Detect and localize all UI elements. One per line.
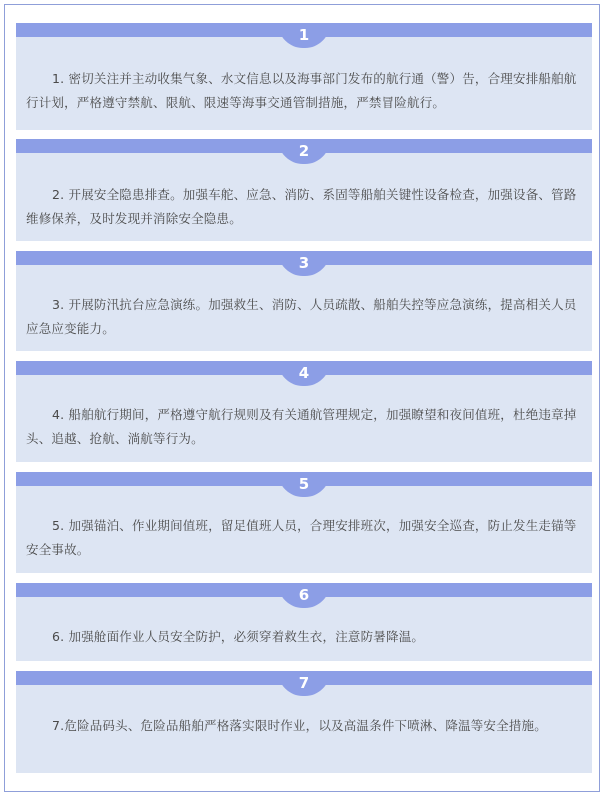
card-text: 4. 船舶航行期间，严格遵守航行规则及有关通航管理规定，加强瞭望和夜间值班，杜绝违章掉头、追越、抢航、淌航等行为。 xyxy=(26,407,577,446)
card-text: 1. 密切关注并主动收集气象、水文信息以及海事部门发布的航行通（警）告，合理安排船舶航行计划，严格遵守禁航、限航、限速等海事交通管制措施，严禁冒险航行。 xyxy=(26,71,577,110)
notice-card-6 xyxy=(16,583,592,661)
card-text: 6. 加强舱面作业人员安全防护，必须穿着救生衣，注意防暑降温。 xyxy=(52,629,425,644)
card-text-wrap xyxy=(26,403,582,451)
notice-card-7 xyxy=(16,671,592,773)
card-text-wrap xyxy=(26,514,582,562)
card-number-badge: 6 xyxy=(278,583,330,608)
notice-card-5 xyxy=(16,472,592,573)
card-number-badge: 5 xyxy=(278,472,330,497)
card-number-badge: 7 xyxy=(278,671,330,696)
notice-card-4 xyxy=(16,361,592,462)
card-text: 5. 加强锚泊、作业期间值班，留足值班人员，合理安排班次，加强安全巡查，防止发生走锚等安全事故。 xyxy=(26,518,577,557)
card-number-badge: 3 xyxy=(278,251,330,276)
card-text-wrap xyxy=(26,293,582,341)
card-text-wrap xyxy=(26,67,582,115)
card-text: 2. 开展安全隐患排查。加强车舵、应急、消防、系固等船舶关键性设备检查，加强设备、管路维修保养，及时发现并消除安全隐患。 xyxy=(26,187,577,226)
notice-card-3 xyxy=(16,251,592,351)
card-text: 7.危险品码头、危险品船舶严格落实限时作业，以及高温条件下喷淋、降温等安全措施。 xyxy=(52,718,547,733)
card-text-wrap xyxy=(26,183,582,231)
card-number-badge: 4 xyxy=(278,361,330,386)
card-text: 3. 开展防汛抗台应急演练。加强救生、消防、人员疏散、船舶失控等应急演练，提高相关人员应急应变能力。 xyxy=(26,297,577,336)
notice-card-2 xyxy=(16,139,592,241)
notice-card-1 xyxy=(16,23,592,130)
card-number-badge: 2 xyxy=(278,139,330,164)
card-text-wrap xyxy=(26,625,582,649)
card-number-badge: 1 xyxy=(278,23,330,48)
card-text-wrap xyxy=(26,714,582,738)
